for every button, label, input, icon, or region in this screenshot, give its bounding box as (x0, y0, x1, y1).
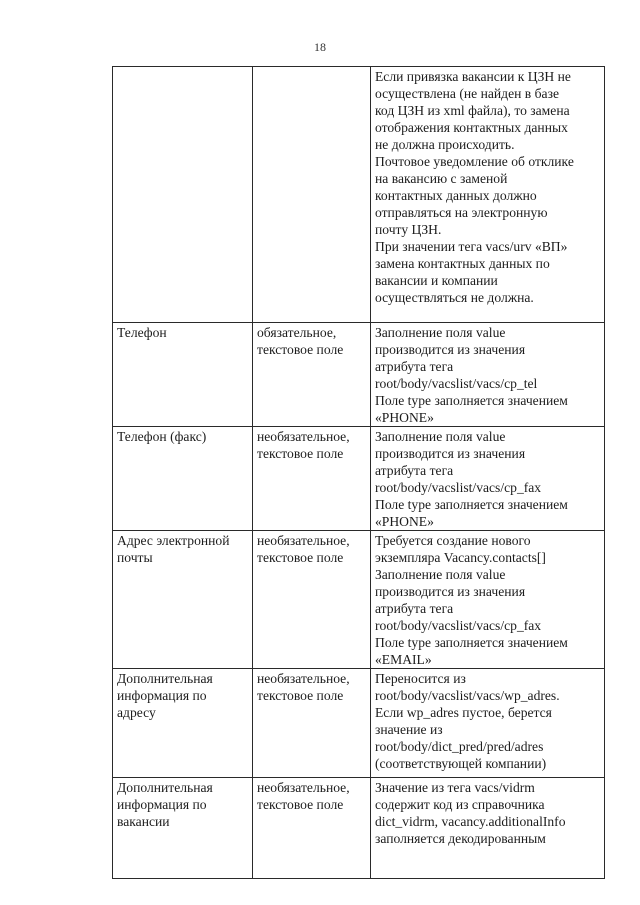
fields-table (112, 66, 605, 879)
page-number: 18 (314, 40, 326, 54)
field-name-cell: Дополнительная информация по вакансии (113, 778, 253, 879)
table-row (113, 67, 605, 323)
field-description-cell: Заполнение поля value производится из значения атрибута тега root/body/vacslist/vacs/cp_fax Поле type заполняется значением «PHONE» (371, 427, 605, 531)
table-row (113, 669, 605, 778)
field-description-cell: Переносится из root/body/vacslist/vacs/wp_adres. Если wp_adres пустое, берется значение из root/body/dict_pred/pred/adres (соответствующей компании) (371, 669, 605, 778)
field-type-cell: необязательное, текстовое поле (253, 427, 371, 531)
field-name-cell: Телефон (113, 323, 253, 427)
field-name-cell: Телефон (факс) (113, 427, 253, 531)
field-description-cell: Значение из тега vacs/vidrm содержит код из справочника dict_vidrm, vacancy.additionalInfo заполняется декодированным (371, 778, 605, 879)
field-description-cell: Заполнение поля value производится из значения атрибута тега root/body/vacslist/vacs/cp_tel Поле type заполняется значением «PHONE» (371, 323, 605, 427)
table-row (113, 778, 605, 879)
field-description-cell: Требуется создание нового экземпляра Vacancy.contacts[] Заполнение поля value производится из значения атрибута тега root/body/vacslist/vacs/cp_fax Поле type заполняется значением «EMAIL» (371, 531, 605, 669)
field-name-cell (113, 67, 253, 323)
table-row (113, 323, 605, 427)
field-type-cell: необязательное, текстовое поле (253, 531, 371, 669)
field-type-cell (253, 67, 371, 323)
table-row (113, 427, 605, 531)
field-type-cell: обязательное, текстовое поле (253, 323, 371, 427)
field-type-cell: необязательное, текстовое поле (253, 778, 371, 879)
field-name-cell: Дополнительная информация по адресу (113, 669, 253, 778)
table-row (113, 531, 605, 669)
field-type-cell: необязательное, текстовое поле (253, 669, 371, 778)
field-description-cell: Если привязка вакансии к ЦЗН не осуществлена (не найден в базе код ЦЗН из xml файла), то замена отображения контактных данных не должна происходить. Почтовое уведомление об отклике на вакансию с заменой контактных данных должно отправляться на электронную почту ЦЗН. При значении тега vacs/urv «ВП» замена контактных данных по вакансии и компании осуществляться не должна. (371, 67, 605, 323)
field-name-cell: Адрес электронной почты (113, 531, 253, 669)
